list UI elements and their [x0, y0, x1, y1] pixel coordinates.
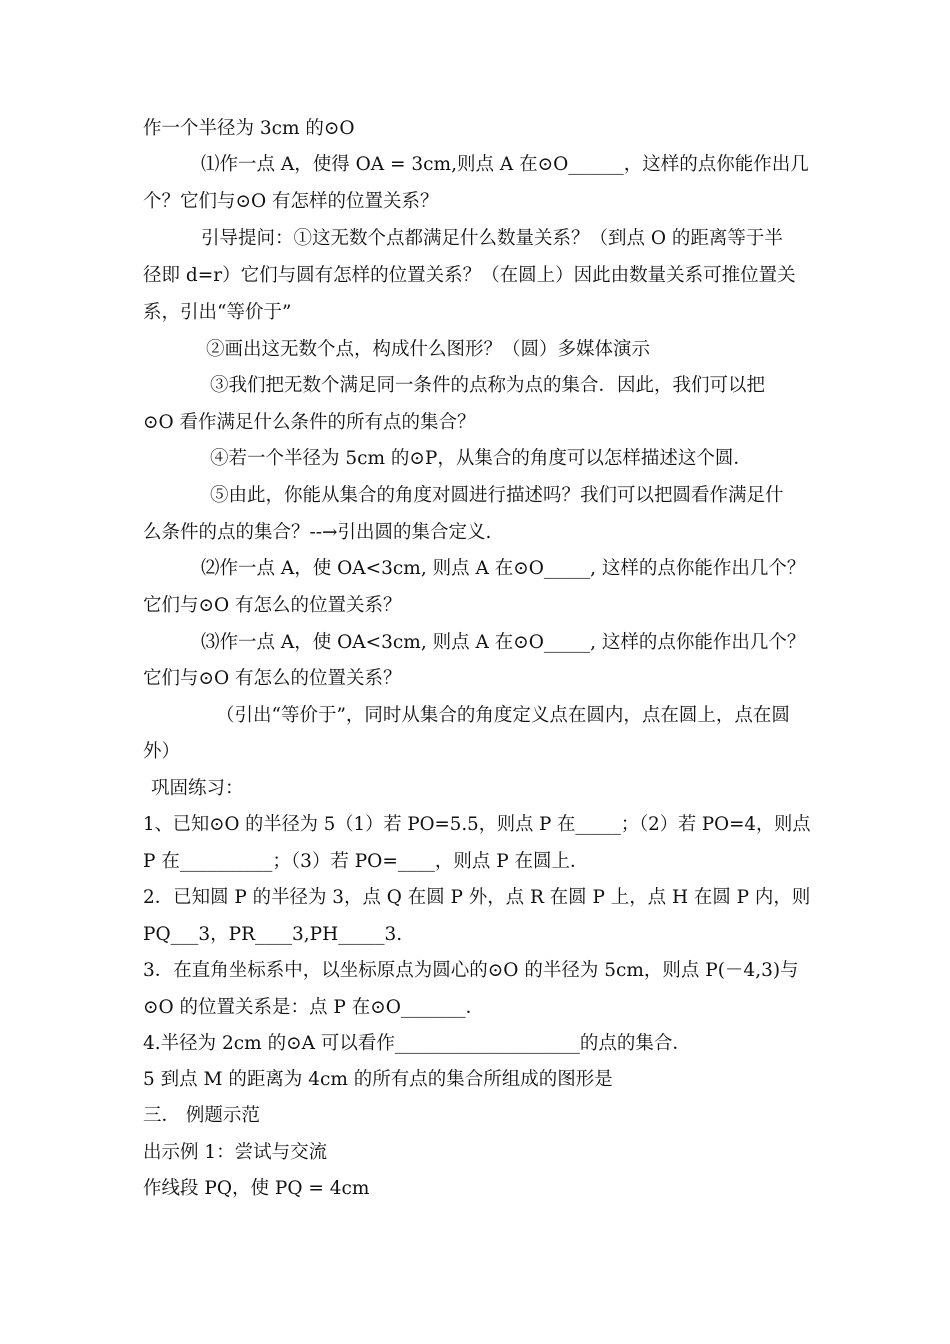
text-line-6: 系，引出“等价于”: [143, 302, 292, 323]
text-line-8: ③我们把无数个满足同一条件的点称为点的集合．因此，我们可以把: [210, 375, 766, 396]
text-line-18: 外）: [143, 741, 181, 762]
exercise-2-line-1: 2．已知圆 P 的半径为 3，点 Q 在圆 P 外，点 R 在圆 P 上，点 H 在圆 P 内，则: [143, 887, 811, 908]
exercise-4: 4.半径为 2cm 的⊙A 可以看作____________________的点的集合．: [143, 1033, 691, 1054]
exercise-5: 5 到点 M 的距离为 4cm 的所有点的集合所组成的图形是: [143, 1069, 613, 1090]
text-line-4: 引导提问：①这无数个点都满足什么数量关系？（到点 O 的距离等于半: [201, 228, 783, 249]
example-1-text: 作线段 PQ，使 PQ = 4cm: [143, 1178, 370, 1199]
exercise-2-line-2: PQ___3，PR____3,PH_____3.: [143, 924, 403, 945]
text-line-5: 径即 d=r）它们与圆有怎样的位置关系？（在圆上）因此由数量关系可推位置关: [143, 265, 796, 286]
exercise-1-line-1: 1、已知⊙O 的半径为 5（1）若 PO=5.5，则点 P 在_____；（2）若 PO=4，则点: [143, 814, 811, 835]
text-line-9: ⊙O 看作满足什么条件的所有点的集合？: [143, 412, 476, 433]
text-line-11: ⑤由此，你能从集合的角度对圆进行描述吗？我们可以把圆看作满足什: [210, 485, 784, 506]
exercise-3-line-1: 3．在直角坐标系中，以坐标原点为圆心的⊙O 的半径为 5cm，则点 P(－4,3)与: [143, 960, 799, 981]
text-line-10: ④若一个半径为 5cm 的⊙P，从集合的角度可以怎样描述这个圆．: [210, 448, 752, 469]
exercise-1-line-2: P 在__________；（3）若 PO=____，则点 P 在圆上．: [143, 851, 589, 872]
text-line-12: 么条件的点的集合？--→引出圆的集合定义.: [143, 522, 492, 543]
text-line-14: 它们与⊙O 有怎么的位置关系？: [143, 595, 402, 616]
text-line-15: ⑶作一点 A，使 OA<3cm, 则点 A 在⊙O_____, 这样的点你能作出几个？: [201, 632, 806, 653]
exercise-3-line-2: ⊙O 的位置关系是：点 P 在⊙O_______．: [143, 997, 485, 1018]
section-heading-examples: 三． 例题示范: [143, 1105, 260, 1126]
text-line-16: 它们与⊙O 有怎么的位置关系？: [143, 668, 402, 689]
example-1-title: 出示例 1：尝试与交流: [143, 1142, 328, 1163]
section-heading-practice: 巩固练习：: [151, 778, 244, 799]
text-line-1: 作一个半径为 3cm 的⊙O: [143, 118, 355, 139]
text-line-7: ②画出这无数个点，构成什么图形？（圆）多媒体演示: [206, 339, 651, 360]
text-line-13: ⑵作一点 A，使 OA<3cm, 则点 A 在⊙O_____, 这样的点你能作出几个？: [201, 558, 806, 579]
text-line-17: （引出“等价于”，同时从集合的角度定义点在圆内，点在圆上，点在圆: [216, 705, 790, 726]
text-line-3: 个？它们与⊙O 有怎样的位置关系？: [143, 191, 439, 212]
text-line-2: ⑴作一点 A，使得 OA = 3cm,则点 A 在⊙O______，这样的点你能作出几: [201, 154, 809, 175]
